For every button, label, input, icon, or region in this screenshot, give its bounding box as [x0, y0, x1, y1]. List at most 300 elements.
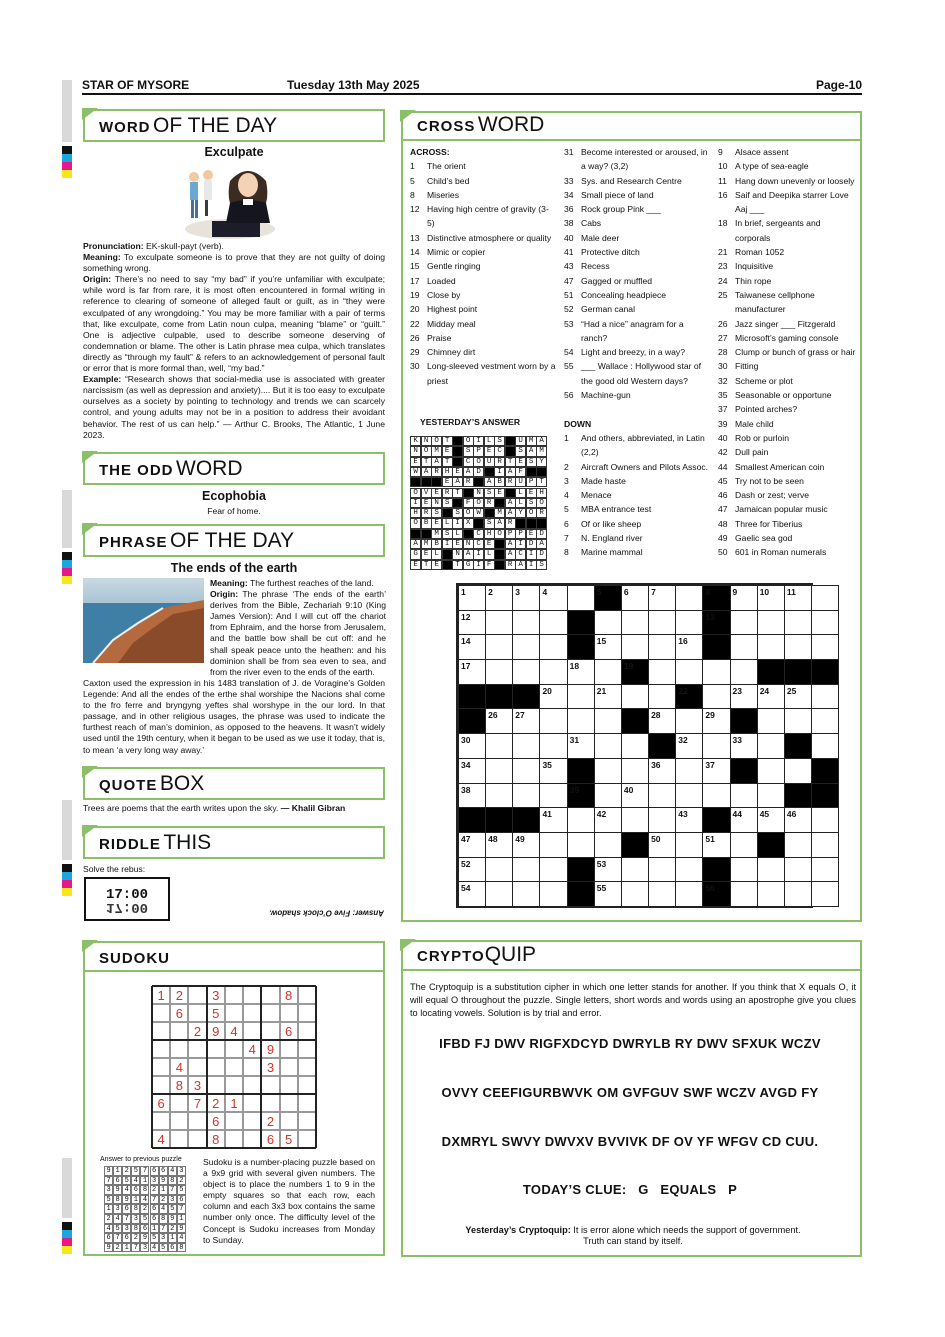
clue [718, 174, 858, 188]
grid-square [458, 659, 486, 685]
sudoku-cell [298, 1058, 316, 1076]
grid-square [594, 783, 622, 809]
answer-cell: 7 [150, 1195, 159, 1205]
clue [410, 174, 556, 188]
sudoku-cell [207, 1040, 225, 1058]
grid-square [648, 881, 676, 907]
grid-square [648, 857, 676, 883]
grid-square [512, 708, 540, 734]
answer-cell: 2 [159, 1195, 168, 1205]
answer-cell: A [452, 477, 463, 487]
grid-square [458, 832, 486, 858]
grid-square [675, 807, 703, 833]
answer-cell: I [473, 549, 484, 559]
answer-cell: P [515, 529, 526, 539]
answer-cell: M [421, 539, 432, 549]
sudoku-cell [261, 1094, 279, 1112]
sudoku-cell [188, 1040, 206, 1058]
riddle-header [83, 826, 385, 859]
grid-square [702, 832, 730, 858]
sudoku-cell: 2 [261, 1112, 279, 1130]
clue [718, 431, 858, 445]
clue [564, 488, 710, 502]
black-square [512, 684, 540, 710]
answer-cell: E [452, 467, 463, 477]
box-border [206, 986, 208, 1148]
answer-cell: A [536, 539, 547, 549]
grid-square [730, 684, 758, 710]
answer-cell: 6 [159, 1166, 168, 1176]
answer-cell: O [431, 436, 442, 446]
answer-cell: 4 [168, 1166, 177, 1176]
answer-cell: R [431, 467, 442, 477]
clue [718, 145, 858, 159]
answer-cell: Y [536, 457, 547, 467]
clue-number: 32 [678, 735, 688, 746]
grid-square [784, 610, 812, 636]
grid-square [702, 783, 730, 809]
sudoku-cell [243, 1022, 261, 1040]
box-border [152, 1093, 316, 1095]
answer-cell: S [442, 498, 453, 508]
clue-text: Midday meal [427, 318, 476, 329]
answer-cell: A [505, 498, 516, 508]
quote-author: — Khalil Gibran [278, 803, 346, 813]
clue-number: 41 [542, 809, 552, 820]
clue-number: 20 [410, 304, 420, 315]
clue-number: 35 [718, 390, 728, 401]
sudoku-cell [261, 986, 279, 1004]
clue [718, 245, 858, 259]
clue-text: Fitting [735, 361, 759, 372]
answer-cell: E [484, 539, 495, 549]
sudoku-description: Sudoku is a number-placing puzzle based on a 9x9 grid with several given numbers. The object is to place the numbers 1 to 9 in the empty squares so that each row, each column and each 3x3 box contains the same number only once. The difficulty level of the Concept is Sudoku increases from Monday to Sunday. [203, 1157, 375, 1245]
clue-number: 46 [718, 490, 728, 501]
sudoku-cell [280, 1040, 298, 1058]
answer-cell: 8 [159, 1214, 168, 1224]
grid-square [458, 783, 486, 809]
sudoku-cell [188, 1112, 206, 1130]
grid-square [757, 881, 785, 907]
across-clues-col1 [410, 145, 556, 388]
answer-cell: E [410, 457, 421, 467]
answer-cell: E [515, 457, 526, 467]
clue [718, 545, 858, 559]
grid-square [648, 708, 676, 734]
yesterday-cryptoquip [410, 1225, 856, 1247]
yesterday-label: Yesterday’s Cryptoquip: [465, 1225, 571, 1235]
answer-cell: 4 [177, 1233, 186, 1243]
color-bar [62, 864, 72, 896]
meaning-text: To exculpate someone is to prove that they are not guilty of doing something wrong. [83, 252, 385, 274]
answer-cell: 9 [104, 1243, 113, 1253]
answer-cell: N [421, 436, 432, 446]
answer-cell: 8 [177, 1243, 186, 1253]
clue-number: 37 [718, 404, 728, 415]
header-small: RIDDLE [99, 835, 161, 853]
answer-cell: 3 [113, 1204, 122, 1214]
answer-cell [536, 467, 547, 477]
clue [718, 359, 858, 373]
sudoku-cell [207, 1058, 225, 1076]
meaning-label: Meaning: [210, 578, 248, 588]
grid-square [539, 684, 567, 710]
answer-cell: L [484, 549, 495, 559]
answer-cell: E [431, 560, 442, 570]
answer-cell: U [484, 457, 495, 467]
answer-cell: 4 [122, 1185, 131, 1195]
yesterday-text: It is error alone which needs the support of government. [570, 1225, 801, 1235]
clue-number: 55 [564, 361, 574, 372]
answer-cell: 7 [177, 1204, 186, 1214]
clue-number: 20 [542, 685, 552, 696]
clue [564, 531, 710, 545]
answer-cell [421, 477, 432, 487]
sudoku-cell [225, 986, 243, 1004]
clue-text: Jazz singer ___ Fitzgerald [735, 318, 836, 329]
clue-number: 1 [410, 161, 415, 172]
grid-square [485, 758, 513, 784]
clue-number: 9 [732, 587, 738, 597]
print-strip [62, 490, 72, 548]
clue-number: 26 [488, 710, 498, 721]
answer-cell: O [410, 488, 421, 498]
answer-cell: 9 [168, 1214, 177, 1224]
clue [564, 317, 710, 346]
answer-cell: N [463, 539, 474, 549]
answer-cell: O [526, 508, 537, 518]
grid-square [648, 610, 676, 636]
clue-number: 43 [564, 261, 574, 272]
answer-cell: 6 [150, 1214, 159, 1224]
grid-square [675, 881, 703, 907]
answer-cell: 3 [150, 1176, 159, 1186]
clue-number: 55 [596, 883, 607, 894]
sudoku-cell [188, 986, 206, 1004]
answer-cell: T [421, 560, 432, 570]
answer-cell [452, 446, 463, 456]
answer-cell: 7 [113, 1233, 122, 1243]
clue [410, 317, 556, 331]
clue-number: 51 [705, 833, 715, 844]
answer-cell: 4 [104, 1224, 113, 1234]
answer-cell: E [484, 446, 495, 456]
clue-text: Concealing headpiece [581, 289, 667, 300]
sudoku-cell [298, 1130, 316, 1148]
grid-square [512, 585, 540, 611]
phrase-history: Caxton used the expression in his 1483 translation of J. de Voragine’s Golden Legende: And all the endes of the erthe shal worshipe the Nacions shal come to the fro ferre and bryngyng yeftes shal worshype in the our lord. In that passage, and in other religious usages, the phrase was used to indicate the furthest reach of man’s dominion, as opposed to the heavens. It wasn’t widely used until the 19th century, when it began to be used as we use it today, that is, to mean ‘a very long way away.’ [83, 678, 385, 755]
grid-square [621, 758, 649, 784]
clue-number: 11 [718, 175, 727, 186]
black-square [567, 634, 595, 660]
answer-cell: D [526, 539, 537, 549]
answer-cell: I [494, 467, 505, 477]
answer-cell: S [431, 508, 442, 518]
answer-cell: 2 [150, 1185, 159, 1195]
yesterday-answer-grid [410, 436, 546, 570]
grid-square [675, 634, 703, 660]
black-square [621, 832, 649, 858]
phrase-header [83, 524, 385, 557]
clue-number: 43 [678, 809, 688, 820]
grid-square [458, 610, 486, 636]
header-big: QUIP [484, 942, 537, 966]
clue-number: 38 [461, 784, 471, 795]
answer-cell: 2 [113, 1243, 122, 1253]
meaning-label: Meaning: [83, 252, 121, 263]
clue-number: 2 [564, 461, 569, 472]
answer-cell [505, 446, 516, 456]
grid-square [485, 610, 513, 636]
clue-text: German canal [581, 304, 635, 315]
clue-text: Male child [735, 418, 774, 429]
grid-square [594, 634, 622, 660]
answer-cell: A [431, 457, 442, 467]
header-small: PHRASE [99, 533, 168, 551]
answer-cell: L [442, 518, 453, 528]
grid-square [757, 684, 785, 710]
answer-cell: 2 [122, 1166, 131, 1176]
grid-square [539, 807, 567, 833]
clue-number: 15 [596, 636, 607, 647]
clue-text: Inquisitive [735, 261, 774, 272]
answer-cell: A [526, 446, 537, 456]
answer-cell: A [463, 549, 474, 559]
clue-number: 49 [718, 533, 728, 544]
sudoku-cell [243, 1094, 261, 1112]
answer-cell: T [505, 457, 516, 467]
sudoku-cell: 4 [243, 1040, 261, 1058]
header-small: WORD [99, 118, 151, 136]
grid-square [539, 832, 567, 858]
answer-cell: D [473, 467, 484, 477]
clue-number: 3 [515, 587, 521, 597]
clue-text: And others, abbreviated, in Latin (2,2) [581, 432, 705, 458]
answer-cell: S [484, 518, 495, 528]
answer-cell: 5 [177, 1185, 186, 1195]
answer-cell: S [494, 436, 505, 446]
box-border [315, 986, 317, 1148]
answer-cell: R [505, 518, 516, 528]
sudoku-answer-heading: Answer to previous puzzle [100, 1156, 182, 1163]
clue-text: Scheme or plot [735, 375, 793, 386]
answer-cell: E [431, 488, 442, 498]
grid-square [811, 684, 839, 710]
header-small: QUOTE [99, 776, 158, 794]
answer-cell: O [410, 518, 421, 528]
answer-cell: C [463, 457, 474, 467]
answer-cell: A [494, 518, 505, 528]
answer-cell: 9 [140, 1233, 149, 1243]
grid-square [621, 634, 649, 660]
answer-cell: I [526, 549, 537, 559]
paper-name: STAR OF MYSORE [82, 78, 190, 92]
grid-square [485, 881, 513, 907]
answer-cell: R [463, 477, 474, 487]
clue-text: Mimic or copier [427, 247, 486, 258]
clue-number: 33 [732, 735, 742, 746]
answer-cell: R [505, 477, 516, 487]
judge-illustration [180, 163, 280, 241]
clue [564, 474, 710, 488]
grid-square [730, 881, 758, 907]
clue-text: ___ Wallace : Hollywood star of the good old Western days? [581, 361, 702, 386]
answer-cell: 3 [177, 1166, 186, 1176]
clue-number: 13 [410, 232, 420, 243]
clue-text: Highest point [427, 304, 478, 315]
clue-number: 39 [718, 418, 728, 429]
grid-square [757, 758, 785, 784]
clue-number: 53 [596, 858, 607, 869]
grid-square [485, 708, 513, 734]
clue-text: Small piece of land [581, 189, 654, 200]
answer-cell: 9 [104, 1166, 113, 1176]
answer-cell: 4 [159, 1204, 168, 1214]
clue [564, 388, 710, 402]
grid-square [485, 585, 513, 611]
clue-number: 44 [732, 809, 742, 820]
grid-square [730, 857, 758, 883]
clue-number: 45 [759, 809, 770, 820]
answer-cell: 1 [131, 1195, 140, 1205]
box-border [151, 986, 153, 1148]
clue [718, 502, 858, 516]
black-square [757, 832, 785, 858]
clue-number: 50 [651, 833, 661, 844]
sudoku-cell [298, 1004, 316, 1022]
clue-number: 51 [564, 289, 574, 300]
clue [718, 474, 858, 488]
grid-square [539, 733, 567, 759]
grid-square [784, 807, 812, 833]
sudoku-cell: 8 [170, 1076, 188, 1094]
grid-square [512, 733, 540, 759]
sudoku-cell: 6 [261, 1130, 279, 1148]
answer-cell: 3 [140, 1243, 149, 1253]
grid-square [539, 783, 567, 809]
sudoku-cell [243, 1004, 261, 1022]
clue-text: Taiwanese cellphone manufacturer [735, 289, 815, 315]
clue [564, 216, 710, 230]
black-square [567, 610, 595, 636]
answer-cell: B [421, 518, 432, 528]
clue [718, 159, 858, 173]
grid-square [675, 758, 703, 784]
clues-col2 [564, 145, 710, 560]
sudoku-cell [280, 1094, 298, 1112]
answer-cell [463, 488, 474, 498]
sudoku-cell [298, 1022, 316, 1040]
clue-number: 46 [786, 809, 797, 820]
sudoku-cell: 7 [188, 1094, 206, 1112]
clue-number: 28 [651, 710, 661, 721]
grid-square [648, 659, 676, 685]
grid-square [567, 585, 595, 611]
grid-square [757, 857, 785, 883]
answer-cell: R [505, 560, 516, 570]
clue-number: 33 [564, 175, 574, 186]
word-title: Exculpate [204, 145, 264, 159]
clue-text: Cabs [581, 218, 602, 229]
clue-number: 6 [564, 518, 569, 529]
answer-cell: F [515, 467, 526, 477]
clue-text: Menace [581, 490, 612, 501]
clue-text: Smallest American coin [735, 461, 825, 472]
answer-cell: C [473, 539, 484, 549]
grid-square [512, 832, 540, 858]
clue-number: 7 [564, 533, 569, 544]
clue-number: 41 [564, 247, 574, 258]
black-square [567, 783, 595, 809]
sudoku-cell [170, 1130, 188, 1148]
clue-text: Rob or purloin [735, 432, 789, 443]
masthead [82, 77, 862, 95]
answer-cell: 5 [159, 1243, 168, 1253]
clue [410, 245, 556, 259]
grid-square [648, 783, 676, 809]
header-big: WORD [176, 456, 243, 480]
answer-cell: 4 [131, 1176, 140, 1186]
clue-number: 42 [718, 447, 728, 458]
clue-text: Distinctive atmosphere or quality [427, 232, 552, 243]
answer-cell: A [505, 539, 516, 549]
clue-text: Praise [427, 332, 452, 343]
answer-cell: O [473, 498, 484, 508]
grid-square [594, 881, 622, 907]
answer-cell: 4 [140, 1195, 149, 1205]
clue-number: 5 [410, 175, 415, 186]
answer-cell: O [473, 457, 484, 467]
sudoku-cell [261, 1004, 279, 1022]
clue-number: 13 [705, 611, 715, 622]
answer-cell: 8 [168, 1176, 177, 1186]
answer-cell: H [442, 467, 453, 477]
grid-square [621, 733, 649, 759]
odd-word-header [83, 452, 385, 485]
answer-cell [431, 477, 442, 487]
answer-cell: 8 [131, 1204, 140, 1214]
clue [410, 159, 556, 173]
answer-cell: O [536, 498, 547, 508]
sudoku-cell: 1 [152, 986, 170, 1004]
grid-square [648, 684, 676, 710]
answer-cell: I [526, 560, 537, 570]
clue-number: 54 [564, 347, 574, 358]
crossword-grid [456, 583, 813, 908]
grid-square [811, 610, 839, 636]
grid-square [567, 708, 595, 734]
clue-number: 16 [678, 636, 688, 647]
clue-number: 31 [564, 147, 574, 157]
clue-number: 9 [718, 147, 723, 157]
grid-square [811, 708, 839, 734]
black-square [567, 857, 595, 883]
answer-cell: F [484, 560, 495, 570]
answer-cell: R [442, 488, 453, 498]
clue-number: 47 [461, 833, 471, 844]
grid-square [730, 733, 758, 759]
grid-square [539, 659, 567, 685]
answer-cell: 3 [104, 1185, 113, 1195]
clue-text: MBA entrance test [581, 504, 652, 515]
quote-body: Trees are poems that the earth writes upon the sky. [83, 803, 279, 813]
clue [564, 460, 710, 474]
answer-cell: 6 [104, 1233, 113, 1243]
clue [718, 216, 858, 245]
answer-cell: S [515, 446, 526, 456]
grid-square [594, 807, 622, 833]
black-square [702, 610, 730, 636]
